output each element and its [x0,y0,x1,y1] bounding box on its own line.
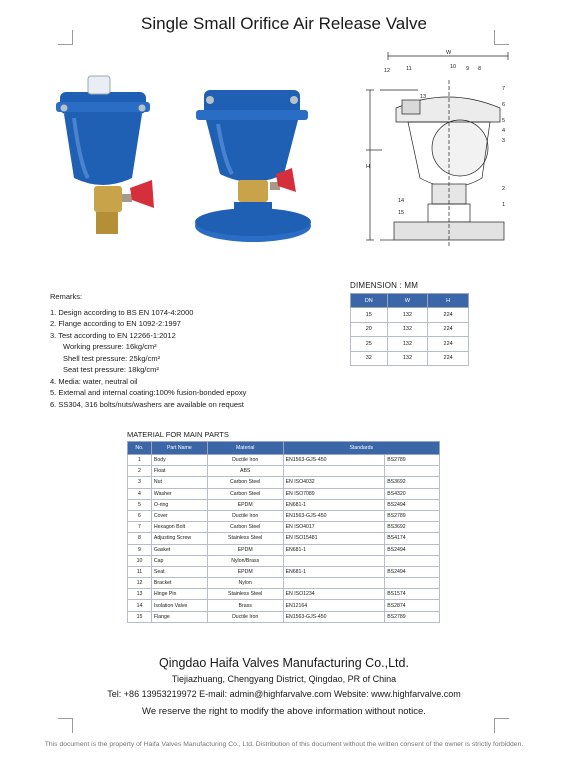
cell: Gasket [151,544,207,555]
cell: Ductile Iron [207,510,283,521]
remark-item: 6. SS304, 316 bolts/nuts/washers are available on request [50,399,244,409]
cell: 13 [128,589,152,600]
cell: EN681-1 [283,499,385,510]
cell: Nylon [207,578,283,589]
table-row [128,522,440,533]
remark-item: 3. Test according to EN 12266-1:2012 [50,330,176,340]
cell: Body [151,455,207,466]
materials-table [127,441,440,623]
drawing-callout: 13 [420,94,427,100]
cell: EPDM [207,499,283,510]
cell: 224 [428,351,469,366]
drawing-callout: 10 [450,64,457,70]
crop-mark-top-right [494,30,509,45]
cell: 25 [351,337,388,352]
table-row [128,611,440,622]
dimension-header-dn: DN [351,294,388,308]
cell: 1 [128,455,152,466]
dimension-table [350,293,469,366]
cell [283,555,385,566]
remark-subitem: Working pressure: 16kg/cm² [63,342,157,351]
drawing-callout: 12 [384,68,391,74]
cell: 15 [128,611,152,622]
dimension-header-h: H [428,294,469,308]
cell: BS2789 [385,510,440,521]
table-row [351,351,469,366]
cell: EN12164 [283,600,385,611]
cell: ABS [207,466,283,477]
cell: EN1563-GJS-450 [283,611,385,622]
drawing-callout: 4 [502,128,506,134]
cell [385,578,440,589]
remark-subitem: Shell test pressure: 25kg/cm² [63,353,161,363]
cell: 11 [128,566,152,577]
table-row [128,533,440,544]
cell: 12 [128,578,152,589]
cell: EN ISO4032 [283,477,385,488]
materials-title: MATERIAL FOR MAIN PARTS [127,430,229,439]
crop-mark-bottom-left [58,718,73,733]
cell: 132 [387,308,428,323]
cell: 15 [351,308,388,323]
dimension-header-w: W [387,294,428,308]
cell: EN ISO7089 [283,488,385,499]
drawing-label-w: W [446,50,452,56]
cell: 6 [128,510,152,521]
cell: 8 [128,533,152,544]
cell: EN681-1 [283,544,385,555]
cell: Float [151,466,207,477]
cell: 224 [428,308,469,323]
drawing-callout: 9 [466,66,470,72]
remark-item: 5. External and internal coating:100% fusion-bonded epoxy [50,388,247,397]
remark-item: 4. Media: water, neutral oil [50,376,138,386]
table-row [128,600,440,611]
table-row [351,337,469,352]
table-row [128,544,440,555]
cell: 7 [128,522,152,533]
remarks-block [50,291,246,410]
valve-photo-flanged [188,74,313,249]
drawing-callout: 14 [398,198,405,204]
drawing-callout: 15 [398,210,405,216]
cell: 132 [387,351,428,366]
company-contact: Tel: +86 13953219972 E-mail: admin@highfarvalve.com Website: www.highfarvalve.com [107,689,461,699]
crop-mark-top-left [58,30,73,45]
cell: 224 [428,337,469,352]
cell: 2 [128,466,152,477]
cell [283,578,385,589]
cell: 14 [128,600,152,611]
cell: 132 [387,337,428,352]
cell: Carbon Steel [207,522,283,533]
drawing-callout: 5 [502,118,506,124]
cell: EN ISO1234 [283,589,385,600]
drawing-callout: 7 [502,86,506,92]
cell: Nylon/Brass [207,555,283,566]
crop-mark-bottom-right [494,718,509,733]
disclaimer: This document is the property of Haifa Valves Manufacturing Co., Ltd. Distribution of this document without the written consent of the owner is strictly forbidden. [44,741,524,748]
remark-item: 1. Design according to BS EN 1074-4:2000 [50,307,194,317]
cell: BS2874 [385,600,440,611]
drawing-callout: 1 [502,202,506,208]
cell: EN ISO15481 [283,533,385,544]
cell: Hinge Pin [151,589,207,600]
cell: Ductile Iron [207,455,283,466]
cell: Cap [151,555,207,566]
cell: O-ring [151,499,207,510]
remark-subitem: Seat test pressure: 18kg/cm² [63,365,159,374]
table-row [128,466,440,477]
drawing-label-h: H [366,164,370,170]
cell: 3 [128,477,152,488]
cell: 132 [387,322,428,337]
materials-header-material: Material [207,442,283,455]
materials-header-no: No. [128,442,152,455]
cell [283,466,385,477]
cell: Cover [151,510,207,521]
table-row [351,322,469,337]
materials-header-standards: Standards [283,442,439,455]
cell: 4 [128,488,152,499]
cell: BS2494 [385,566,440,577]
drawing-callout: 6 [502,102,506,108]
cell: BS4174 [385,533,440,544]
cell: 5 [128,499,152,510]
table-row [128,455,440,466]
cell: BS2789 [385,611,440,622]
table-row [128,488,440,499]
cell: EN ISO4017 [283,522,385,533]
cell: Stainless Steel [207,533,283,544]
cell: Stainless Steel [207,589,283,600]
cell: EPDM [207,544,283,555]
cell [385,466,440,477]
cell: Carbon Steel [207,477,283,488]
cell: Seat [151,566,207,577]
cell: BS1574 [385,589,440,600]
table-row [128,477,440,488]
rights-notice: We reserve the right to modify the above information without notice. [142,706,426,717]
cell: Carbon Steel [207,488,283,499]
table-row [351,308,469,323]
cell: Brass [207,600,283,611]
cell: Washer [151,488,207,499]
materials-header-part: Part Name [151,442,207,455]
cell: EPDM [207,566,283,577]
table-row [128,510,440,521]
table-row [128,589,440,600]
table-row [128,566,440,577]
page-title: Single Small Orifice Air Release Valve [141,14,427,33]
cell: 32 [351,351,388,366]
cell: Ductile Iron [207,611,283,622]
cell: BS2494 [385,499,440,510]
cell: 10 [128,555,152,566]
cell: BS3692 [385,522,440,533]
cell: Hexagon Bolt [151,522,207,533]
cell [385,555,440,566]
cell: 224 [428,322,469,337]
cell: BS4320 [385,488,440,499]
dimension-title: DIMENSION : MM [350,281,419,290]
cell: EN1563-GJS-450 [283,510,385,521]
drawing-callout: 11 [406,66,412,72]
remark-item: 2. Flange according to EN 1092-2:1997 [50,319,181,328]
company-address: Tiejiazhuang, Chengyang District, Qingdao, PR of China [171,674,397,684]
drawing-callout: 3 [502,138,506,144]
valve-sectional-drawing [358,50,518,250]
cell: Flange [151,611,207,622]
remarks-heading: Remarks: [50,292,83,301]
table-row [128,555,440,566]
company-name: Qingdao Haifa Valves Manufacturing Co.,Ltd. [159,656,409,670]
table-row [128,578,440,589]
valve-photo-threaded [50,74,160,244]
cell: 20 [351,322,388,337]
cell: Adjusting Screw [151,533,207,544]
cell: Bracket [151,578,207,589]
cell: EN1563-GJS-450 [283,455,385,466]
cell: EN681-1 [283,566,385,577]
cell: BS2789 [385,455,440,466]
drawing-callout: 2 [502,186,506,192]
cell: Nut [151,477,207,488]
cell: 9 [128,544,152,555]
drawing-callout: 8 [478,66,482,72]
cell: BS3692 [385,477,440,488]
table-row [128,499,440,510]
cell: BS2494 [385,544,440,555]
cell: Isolation Valve [151,600,207,611]
